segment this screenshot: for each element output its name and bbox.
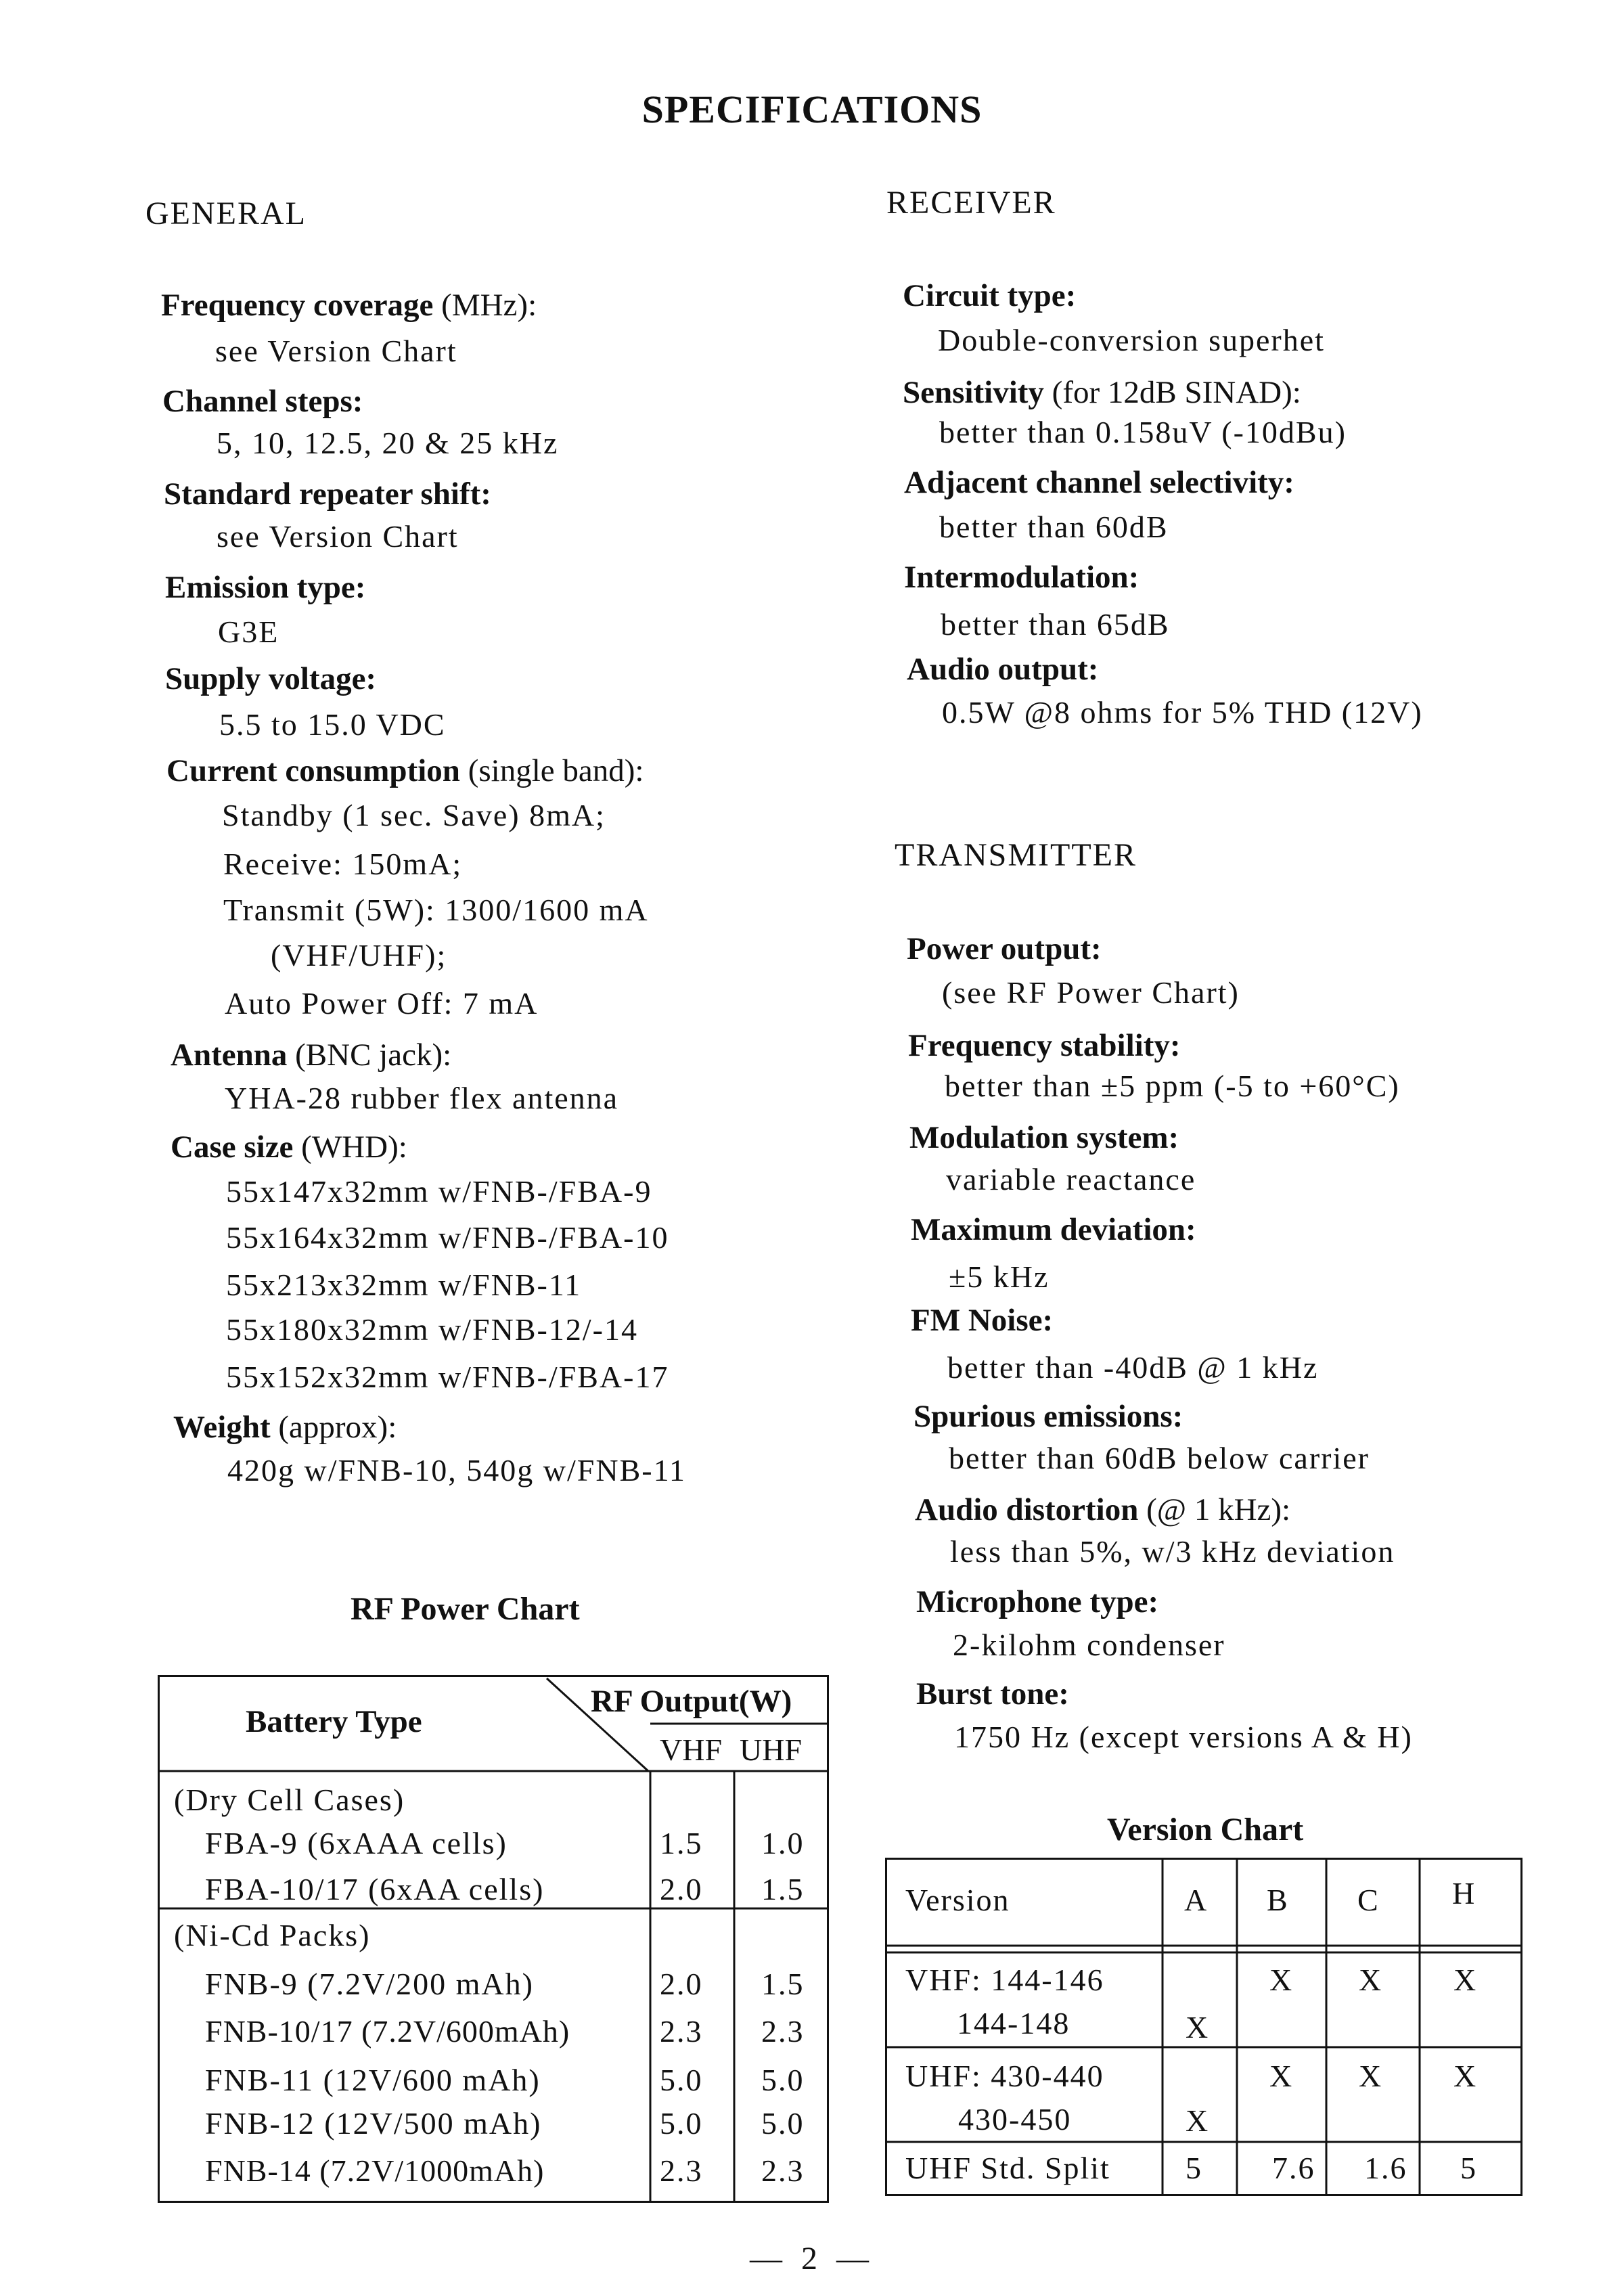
frequency-label: Frequency coverage (MHz): [161, 288, 537, 323]
version-table [885, 1858, 1522, 2196]
weight-label: Weight (approx): [173, 1410, 397, 1445]
uhf-header: UHF [740, 1732, 803, 1767]
spurious-label: Spurious emissions: [914, 1399, 1183, 1434]
sensitivity-label: Sensitivity (for 12dB SINAD): [903, 375, 1301, 410]
circuit-type-label: Circuit type: [903, 278, 1077, 313]
rf-uhf-value: 2.3 [761, 2153, 805, 2188]
microphone-value: 2-kilohm condenser [953, 1628, 1225, 1662]
vhf-mark-a: X [1186, 2010, 1210, 2044]
channel-steps-value: 5, 10, 12.5, 20 & 25 kHz [217, 426, 559, 460]
microphone-label: Microphone type: [916, 1584, 1159, 1619]
supply-value: 5.5 to 15.0 VDC [219, 707, 446, 742]
vhf-header: VHF [660, 1732, 723, 1767]
rf-vhf-value: 1.5 [660, 1826, 703, 1860]
fm-noise-value: better than -40dB @ 1 kHz [947, 1350, 1319, 1385]
adjacent-selectivity-label: Adjacent channel selectivity: [904, 465, 1294, 500]
rf-uhf-value: 1.0 [761, 1826, 805, 1860]
rf-battery: FNB-9 (7.2V/200 mAh) [205, 1967, 534, 2001]
antenna-value: YHA-28 rubber flex antenna [225, 1081, 619, 1115]
split-b: 7.6 [1272, 2151, 1315, 2185]
version-header: Version [905, 1883, 1010, 1917]
rf-battery: FNB-14 (7.2V/1000mAh) [205, 2153, 545, 2188]
split-a: 5 [1186, 2151, 1202, 2185]
audio-distortion-value: less than 5%, w/3 kHz deviation [950, 1534, 1395, 1569]
rf-uhf-value: 1.5 [761, 1967, 805, 2001]
transmitter-heading: TRANSMITTER [895, 837, 1137, 873]
rf-uhf-value: 5.0 [761, 2063, 805, 2097]
rf-vhf-value: 2.0 [660, 1872, 703, 1906]
rf-vhf-value: 2.0 [660, 1967, 703, 2001]
antenna-label: Antenna (BNC jack): [171, 1037, 452, 1073]
uhf-mark-b: X [1269, 2059, 1294, 2093]
vhf-mark-h: X [1453, 1963, 1478, 1997]
vhf-mark-b: X [1269, 1963, 1294, 1997]
repeater-shift-value: see Version Chart [217, 519, 459, 554]
split-h: 5 [1460, 2151, 1477, 2185]
rf-uhf-value: 5.0 [761, 2106, 805, 2141]
frequency-value: see Version Chart [215, 334, 457, 368]
uhf-split-label: UHF Std. Split [905, 2151, 1110, 2185]
current-label: Current consumption (single band): [166, 753, 644, 788]
channel-steps-label: Channel steps: [162, 384, 363, 419]
case-size-value: 55x164x32mm w/FNB-/FBA-10 [226, 1220, 669, 1255]
rf-vhf-value: 2.3 [660, 2014, 703, 2049]
rf-battery: FBA-10/17 (6xAA cells) [205, 1872, 545, 1906]
version-header-b: B [1267, 1883, 1289, 1917]
frequency-stability-label: Frequency stability: [908, 1028, 1181, 1063]
weight-value: 420g w/FNB-10, 540g w/FNB-11 [227, 1453, 686, 1487]
intermodulation-value: better than 65dB [941, 607, 1170, 642]
modulation-label: Modulation system: [909, 1120, 1179, 1155]
frequency-stability-value: better than ±5 ppm (-5 to +60°C) [945, 1069, 1400, 1103]
rf-uhf-value: 2.3 [761, 2014, 805, 2049]
sensitivity-value: better than 0.158uV (-10dBu) [939, 415, 1347, 449]
current-transmit: Transmit (5W): 1300/1600 mA [223, 893, 649, 927]
rf-group-nicd: (Ni-Cd Packs) [174, 1918, 371, 1952]
uhf-mark-h: X [1453, 2059, 1478, 2093]
rf-battery: FNB-12 (12V/500 mAh) [205, 2106, 542, 2141]
rf-output-header: RF Output(W) [591, 1684, 792, 1719]
supply-label: Supply voltage: [165, 661, 377, 696]
modulation-value: variable reactance [946, 1162, 1196, 1196]
uhf-mark-a: X [1186, 2103, 1210, 2138]
fm-noise-label: FM Noise: [911, 1303, 1054, 1338]
audio-output-label: Audio output: [907, 652, 1099, 687]
battery-type-header: Battery Type [246, 1704, 422, 1739]
rf-chart-title: RF Power Chart [351, 1591, 580, 1627]
vhf-range-alt: 144-148 [957, 2006, 1070, 2040]
page-number: — 2 — [750, 2241, 874, 2277]
power-output-label: Power output: [907, 931, 1102, 966]
page-title: SPECIFICATIONS [641, 87, 983, 131]
rf-group-dry-cell: (Dry Cell Cases) [174, 1783, 405, 1817]
case-size-value: 55x213x32mm w/FNB-11 [226, 1268, 582, 1302]
current-transmit-bands: (VHF/UHF); [271, 938, 447, 972]
uhf-range-alt: 430-450 [958, 2102, 1072, 2136]
current-receive: Receive: 150mA; [223, 847, 463, 881]
version-header-a: A [1184, 1883, 1209, 1917]
burst-tone-value: 1750 Hz (except versions A & H) [954, 1720, 1413, 1754]
split-c: 1.6 [1364, 2151, 1407, 2185]
current-standby: Standby (1 sec. Save) 8mA; [222, 798, 606, 832]
version-header-h: H [1452, 1876, 1476, 1910]
case-size-value: 55x180x32mm w/FNB-12/-14 [226, 1312, 638, 1347]
version-header-c: C [1357, 1883, 1380, 1917]
emission-value: G3E [218, 614, 279, 649]
rf-uhf-value: 1.5 [761, 1872, 805, 1906]
spurious-value: better than 60dB below carrier [949, 1441, 1370, 1475]
rf-battery: FBA-9 (6xAAA cells) [205, 1826, 508, 1860]
rf-battery: FNB-10/17 (7.2V/600mAh) [205, 2014, 570, 2049]
rf-power-table [158, 1675, 829, 2203]
deviation-label: Maximum deviation: [911, 1212, 1196, 1247]
version-chart-title: Version Chart [1107, 1812, 1304, 1848]
vhf-range: VHF: 144-146 [905, 1963, 1104, 1997]
case-size-value: 55x152x32mm w/FNB-/FBA-17 [226, 1360, 669, 1394]
audio-output-value: 0.5W @8 ohms for 5% THD (12V) [942, 695, 1423, 730]
repeater-shift-label: Standard repeater shift: [164, 476, 491, 512]
uhf-range: UHF: 430-440 [905, 2059, 1104, 2093]
burst-tone-label: Burst tone: [916, 1676, 1069, 1712]
adjacent-selectivity-value: better than 60dB [939, 510, 1169, 544]
rf-vhf-value: 5.0 [660, 2106, 703, 2141]
intermodulation-label: Intermodulation: [904, 560, 1140, 595]
case-size-label: Case size (WHD): [171, 1129, 407, 1165]
emission-label: Emission type: [165, 570, 366, 605]
power-output-value: (see RF Power Chart) [942, 975, 1240, 1010]
rf-vhf-value: 5.0 [660, 2063, 703, 2097]
general-heading: GENERAL [145, 196, 307, 231]
case-size-value: 55x147x32mm w/FNB-/FBA-9 [226, 1174, 652, 1209]
rf-vhf-value: 2.3 [660, 2153, 703, 2188]
receiver-heading: RECEIVER [886, 185, 1056, 221]
circuit-type-value: Double-conversion superhet [938, 323, 1325, 357]
deviation-value: ±5 kHz [949, 1259, 1050, 1294]
rf-battery: FNB-11 (12V/600 mAh) [205, 2063, 541, 2097]
audio-distortion-label: Audio distortion (@ 1 kHz): [915, 1492, 1291, 1527]
vhf-mark-c: X [1359, 1963, 1383, 1997]
current-auto-power-off: Auto Power Off: 7 mA [225, 986, 539, 1021]
uhf-mark-c: X [1359, 2059, 1383, 2093]
